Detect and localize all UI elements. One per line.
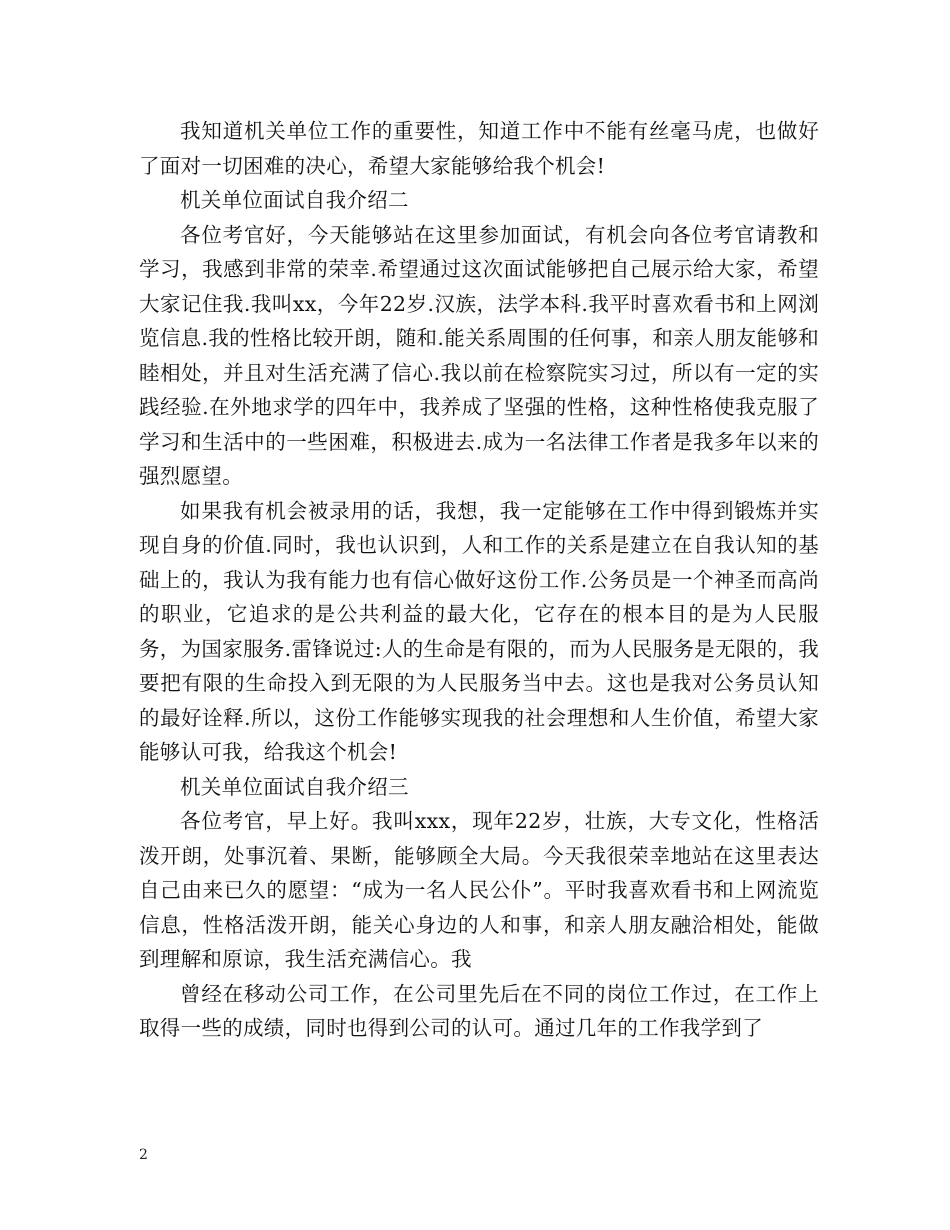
paragraph-closing-remark: 我知道机关单位工作的重要性，知道工作中不能有丝毫马虎，也做好了面对一切困难的决心，希望大家能够给我个机会! xyxy=(139,119,819,178)
document-body xyxy=(139,114,819,1046)
section-heading-three: 机关单位面试自我介绍三 xyxy=(180,774,409,799)
page-number: 2 xyxy=(139,1147,148,1163)
paragraph-work-experience: 曾经在移动公司工作，在公司里先后在不同的岗位工作过，在工作上取得一些的成绩，同时也得到公司的认可。通过几年的工作我学到了 xyxy=(139,981,819,1040)
paragraph-introduction-three: 各位考官，早上好。我叫xxx，现年22岁，壮族，大专文化，性格活泼开朗，处事沉着、果断，能够顾全大局。今天我很荣幸地站在这里表达自己由来已久的愿望：“成为一名人民公仆”。平时我喜欢看书和上网流览信息，性格活泼开朗，能关心身边的人和事，和亲人朋友融洽相处，能做到理解和原谅，我生活充满信心。我 xyxy=(139,809,819,971)
paragraph-career-value: 如果我有机会被录用的话，我想，我一定能够在工作中得到锻炼并实现自身的价值.同时，我也认识到，人和工作的关系是建立在自我认知的基础上的，我认为我有能力也有信心做好这份工作.公务员是一个神圣而高尚的职业，它追求的是公共利益的最大化，它存在的根本目的是为人民服务，为国家服务.雷锋说过:人的生命是有限的，而为人民服务是无限的，我要把有限的生命投入到无限的为人民服务当中去。这也是我对公务员认知的最好诠释.所以，这份工作能够实现我的社会理想和人生价值，希望大家能够认可我，给我这个机会! xyxy=(139,498,819,764)
paragraph-introduction-two: 各位考官好，今天能够站在这里参加面试，有机会向各位考官请教和学习，我感到非常的荣幸.希望通过这次面试能够把自己展示给大家，希望大家记住我.我叫xx，今年22岁.汉族，法学本科.我平时喜欢看书和上网浏览信息.我的性格比较开朗，随和.能关系周围的任何事，和亲人朋友能够和睦相处，并且对生活充满了信心.我以前在检察院实习过，所以有一定的实践经验.在外地求学的四年中，我养成了坚强的性格，这种性格使我克服了学习和生活中的一些困难，积极进去.成为一名法律工作者是我多年以来的强烈愿望。 xyxy=(139,222,819,488)
section-heading-two: 机关单位面试自我介绍二 xyxy=(180,188,409,212)
